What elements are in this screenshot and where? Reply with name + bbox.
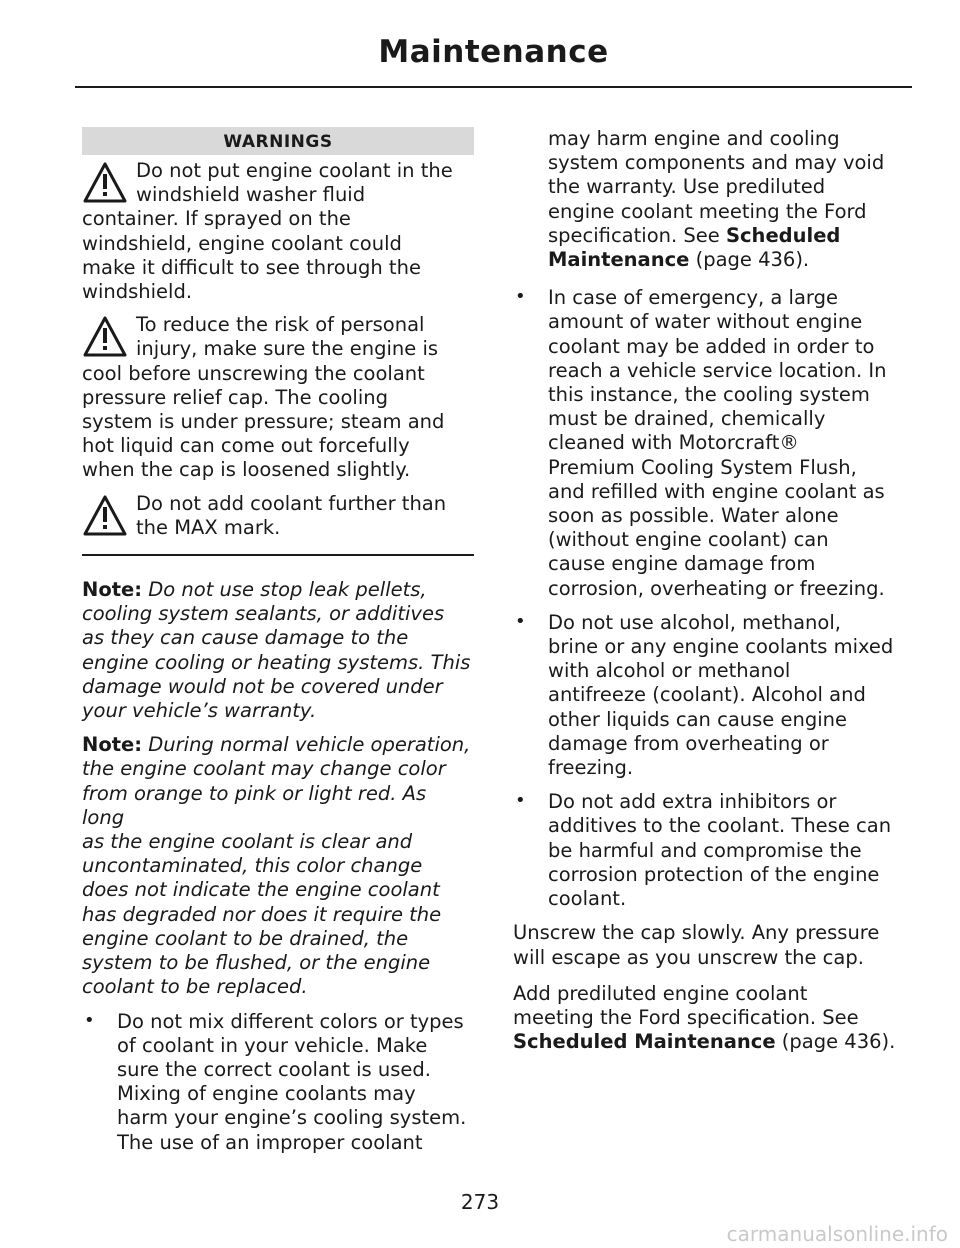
bullet-line: damage from overheating or xyxy=(548,731,829,755)
bullet-line: Do not mix different colors or types xyxy=(117,1009,464,1033)
note-line: engine cooling or heating systems. This xyxy=(82,650,471,674)
watermark: carmanualsonline.info xyxy=(726,1222,948,1246)
warnings-heading: WARNINGS xyxy=(82,127,474,155)
note-2 xyxy=(82,733,474,999)
bullet-line: must be drained, chemically xyxy=(548,407,826,431)
note-line: Do not use stop leak pellets, xyxy=(148,578,427,602)
bullet-line: Do not add extra inhibitors or xyxy=(548,790,837,814)
warning-line: Do not add coolant further than xyxy=(136,491,447,515)
right-column xyxy=(513,127,908,1066)
note-line: your vehicle’s warranty. xyxy=(82,699,317,723)
bullet-line: of coolant in your vehicle. Make xyxy=(117,1033,428,1057)
note-line: system to be flushed, or the engine xyxy=(82,951,431,975)
bullet-line: harm your engine’s cooling system. xyxy=(117,1106,467,1130)
warning-text xyxy=(82,313,474,482)
paragraph-line: Unscrew the cap slowly. Any pressure xyxy=(513,921,880,945)
cross-reference-link[interactable]: Scheduled Maintenance xyxy=(513,1030,776,1054)
warning-line: when the cap is loosened slightly. xyxy=(82,458,411,482)
page-header xyxy=(75,30,912,88)
bullet-line: Premium Cooling System Flush, xyxy=(548,455,857,479)
bullet-line: reach a vehicle service location. In xyxy=(548,358,887,382)
warning-line: To reduce the risk of personal xyxy=(136,313,425,337)
bullet-line: sure the correct coolant is used. xyxy=(117,1057,431,1081)
warning-line: container. If sprayed on the xyxy=(82,207,351,231)
paragraph-add-coolant xyxy=(513,982,908,1055)
bullet-text xyxy=(548,286,908,601)
note-line: coolant to be replaced. xyxy=(82,975,308,999)
bullet-line: corrosion, overheating or freezing. xyxy=(548,576,885,600)
bullet-text xyxy=(548,127,908,272)
bullet-marker: • xyxy=(515,610,526,632)
warning-triangle-icon xyxy=(82,161,130,207)
bullet-line: antifreeze (coolant). Alcohol and xyxy=(548,683,866,707)
paragraph-line: Add prediluted engine coolant xyxy=(513,981,808,1005)
bullet-line: this instance, the cooling system xyxy=(548,383,870,407)
page-reference: (page 436). xyxy=(775,1030,896,1054)
bullet-line: corrosion protection of the engine xyxy=(548,862,880,886)
warning-line: hot liquid can come out forcefully xyxy=(82,434,410,458)
bullet-line: be harmful and compromise the xyxy=(548,838,862,862)
paragraph-line: will escape as you unscrew the cap. xyxy=(513,945,864,969)
note-line: uncontaminated, this color change xyxy=(82,854,423,878)
bullet-line: may harm engine and cooling xyxy=(548,127,840,150)
warning-line: the MAX mark. xyxy=(136,515,281,539)
bullet-line: the warranty. Use prediluted xyxy=(548,175,826,199)
bullet-line: soon as possible. Water alone xyxy=(548,504,839,528)
note-1 xyxy=(82,578,474,723)
list-item xyxy=(513,790,908,911)
warning-triangle-icon xyxy=(82,315,130,361)
page-number: 273 xyxy=(460,1190,500,1214)
warning-3 xyxy=(82,492,474,540)
bullet-marker: • xyxy=(84,1009,95,1031)
cross-reference-link[interactable]: Scheduled xyxy=(725,223,841,247)
bullet-line: with alcohol or methanol xyxy=(548,659,791,683)
note-line: as they can cause damage to the xyxy=(82,626,409,650)
bullet-line: cleaned with Motorcraft® xyxy=(548,431,799,455)
warning-line: windshield washer fluid xyxy=(136,183,366,207)
bullet-line: coolant may be added in order to xyxy=(548,334,875,358)
warning-line: windshield. xyxy=(82,280,193,304)
paragraph-unscrew-cap xyxy=(513,921,908,969)
list-item xyxy=(513,611,908,780)
warning-line: windshield, engine coolant could xyxy=(82,231,402,255)
note-line: engine coolant to be drained, the xyxy=(82,926,409,950)
warning-line: system is under pressure; steam and xyxy=(82,410,445,434)
bullet-text xyxy=(117,1010,474,1155)
bullet-line: and refilled with engine coolant as xyxy=(548,479,885,503)
warning-line: pressure relief cap. The cooling xyxy=(82,385,388,409)
bullet-line: (without engine coolant) can xyxy=(548,528,829,552)
bullet-line: Mixing of engine coolants may xyxy=(117,1082,416,1106)
bullet-line: amount of water without engine xyxy=(548,310,863,334)
bullet-line: brine or any engine coolants mixed xyxy=(548,635,894,659)
list-item-continuation xyxy=(513,127,908,272)
warning-2 xyxy=(82,313,474,482)
note-line: does not indicate the engine coolant xyxy=(82,878,440,902)
bullet-line: engine coolant meeting the Ford xyxy=(548,199,867,223)
warning-line: Do not put engine coolant in the xyxy=(136,159,453,182)
note-label: Note: xyxy=(82,733,143,757)
warning-line: make it difficult to see through the xyxy=(82,255,421,279)
paragraph-line: meeting the Ford specification. See xyxy=(513,1005,859,1029)
warning-1 xyxy=(82,159,474,304)
note-line: damage would not be covered under xyxy=(82,674,443,698)
bullet-line: other liquids can cause engine xyxy=(548,707,847,731)
bullet-line: specification. See xyxy=(548,223,726,247)
note-line: as the engine coolant is clear and xyxy=(82,830,413,854)
warning-text xyxy=(82,159,474,304)
note-line: has degraded nor does it require the xyxy=(82,902,442,926)
bullet-line: In case of emergency, a large xyxy=(548,286,838,310)
bullet-line: freezing. xyxy=(548,756,634,780)
warning-line: injury, make sure the engine is xyxy=(136,337,439,361)
bullet-text xyxy=(548,790,908,911)
page-reference: (page 436). xyxy=(689,248,810,272)
bullet-marker: • xyxy=(515,790,526,812)
warning-line: cool before unscrewing the coolant xyxy=(82,361,425,385)
bullet-line: system components and may void xyxy=(548,151,885,175)
note-line: the engine coolant may change color xyxy=(82,757,446,781)
page-title: Maintenance xyxy=(378,34,609,70)
note-line: from orange to pink or light red. As long xyxy=(82,781,427,829)
bullet-line: Do not use alcohol, methanol, xyxy=(548,610,841,634)
list-item xyxy=(82,1010,474,1155)
warning-text xyxy=(82,492,474,540)
bullet-line: The use of an improper coolant xyxy=(117,1130,423,1154)
warning-triangle-icon xyxy=(82,494,130,540)
note-line: cooling system sealants, or additives xyxy=(82,602,445,626)
bullet-line: additives to the coolant. These can xyxy=(548,814,892,838)
cross-reference-link[interactable]: Maintenance xyxy=(548,248,690,272)
note-label: Note: xyxy=(82,578,143,602)
bullet-line: cause engine damage from xyxy=(548,552,816,576)
warnings-divider xyxy=(82,554,474,556)
bullet-line: coolant. xyxy=(548,887,627,911)
note-line: During normal vehicle operation, xyxy=(148,733,471,757)
bullet-marker: • xyxy=(515,286,526,308)
left-column xyxy=(82,127,474,1165)
bullet-text xyxy=(548,611,908,780)
list-item xyxy=(513,286,908,601)
